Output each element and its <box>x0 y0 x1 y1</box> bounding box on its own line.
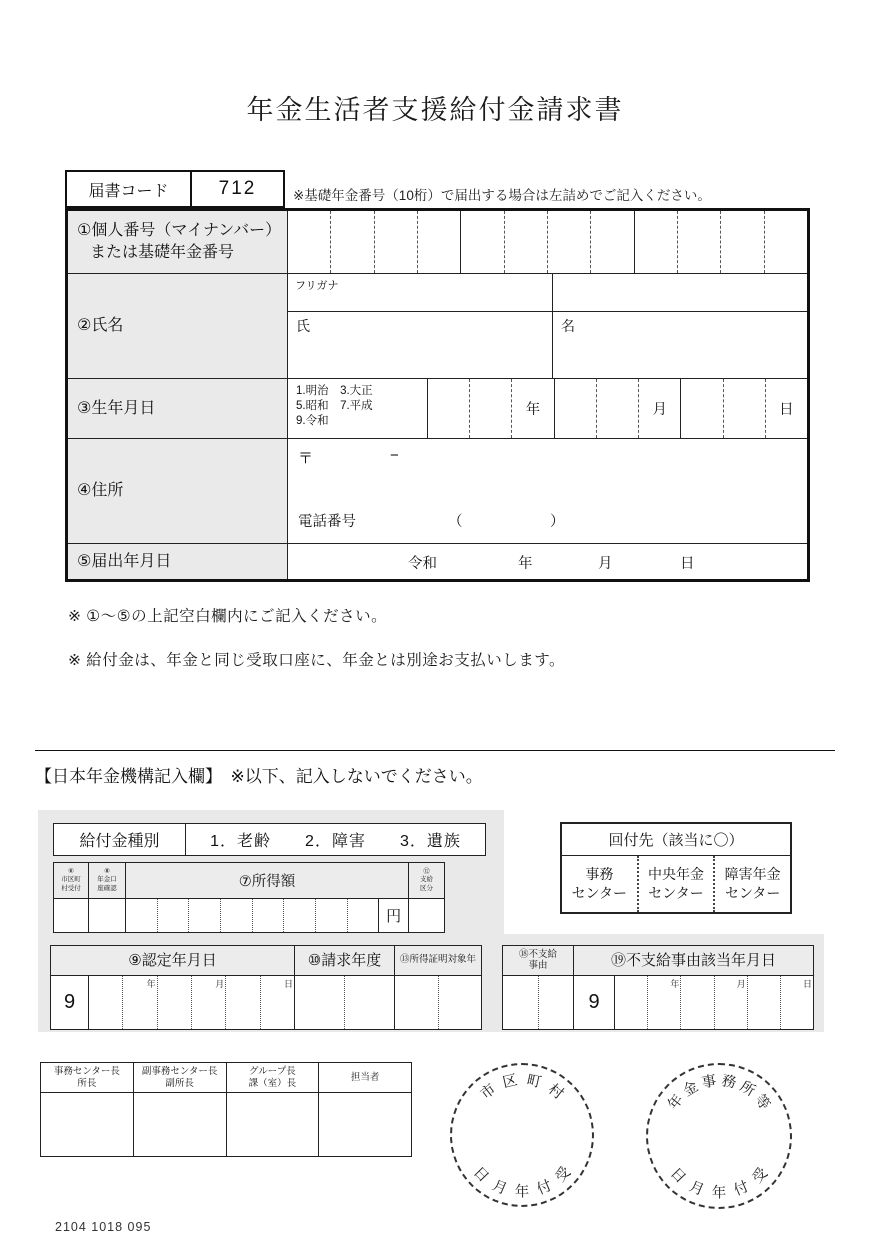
stamp-arc-char: 付 <box>731 1178 752 1200</box>
payment-category-cell <box>409 899 444 932</box>
payment-category-header: ⑫ 支給 区分 <box>420 868 433 892</box>
month-unit-label: 月 <box>638 379 680 438</box>
form-code-value: 712 <box>218 178 257 199</box>
fill-cell <box>677 211 720 273</box>
approval-cell <box>41 1093 134 1156</box>
submission-date-cell: 令和 年 月 日 <box>288 544 807 579</box>
income-digit-cells <box>126 899 378 932</box>
main-form-table <box>65 208 810 582</box>
benefit-type-options: 1．老齢 2．障害 3．遺族 <box>210 833 461 850</box>
first-name-cell: 名 <box>561 318 575 334</box>
approval-cell <box>227 1093 320 1156</box>
footer-form-code: 2104 1018 095 <box>55 1220 152 1234</box>
note-fill-in: ※ ①～⑤の上記空白欄内にご記入ください。 <box>68 608 388 625</box>
stamp-arc-char: 所 <box>736 1078 758 1100</box>
form-code-label: 届書コード <box>67 172 192 206</box>
income-amount-header: ⑦所得額 <box>126 863 409 898</box>
fill-cell <box>288 211 330 273</box>
fill-cell <box>374 211 417 273</box>
birth-date-cells <box>288 379 807 438</box>
stamp-arc-char: 年 <box>711 1185 727 1202</box>
last-name-cell: 氏 <box>288 312 553 378</box>
stamp-arc-char: 受 <box>749 1165 772 1187</box>
row-personal-number <box>68 211 807 273</box>
personal-number-cells <box>288 211 807 273</box>
nonpayment-table <box>502 945 814 1030</box>
pension-office-reception-stamp <box>646 1063 792 1209</box>
fill-cell <box>347 899 379 932</box>
approval-cell <box>134 1093 227 1156</box>
routing-office-center: 事務 センター <box>571 866 628 901</box>
stamp-arc-char: 町 <box>525 1072 543 1092</box>
stamp-arc-char: 事 <box>700 1073 718 1092</box>
fill-cell <box>590 211 633 273</box>
income-table <box>53 862 445 933</box>
income-amount-cells <box>126 899 409 932</box>
fill-cell <box>460 211 503 273</box>
stamp-arc-char: 付 <box>534 1177 555 1199</box>
certification-date-cells: 9 年 月 日 <box>51 976 295 1029</box>
pension-account-cell <box>89 899 126 932</box>
personal-number-label: ①個人番号（マイナンバー） または基礎年金番号 <box>68 211 288 273</box>
postal-mark: 〒 <box>298 450 314 467</box>
birth-year-group <box>428 379 555 438</box>
routing-table <box>560 822 792 914</box>
postal-dash: − <box>390 447 399 464</box>
fill-cell <box>504 211 547 273</box>
year-unit-label: 年 <box>511 379 553 438</box>
routing-central-pension-center: 中央年金 センター <box>637 856 714 912</box>
nonpayment-reason-cells <box>503 976 574 1029</box>
fill-cell <box>126 899 157 932</box>
digit-cell-row <box>288 211 807 273</box>
row-name <box>68 273 807 378</box>
row-submission-date <box>68 543 807 579</box>
nonpayment-date-cells: 9 年 月 日 <box>574 976 813 1029</box>
pension-account-header: ⑧ 年金口 座確認 <box>89 863 126 898</box>
stamp-arc-char: 月 <box>686 1178 707 1200</box>
fill-cell <box>634 211 677 273</box>
routing-disability-pension-center: 障害年金 センター <box>713 856 790 912</box>
municipal-reception-cell <box>54 899 89 932</box>
reiwa-label: 令和 <box>408 556 437 572</box>
routing-header: 回付先（該当に〇） <box>562 824 790 856</box>
nonpayment-reason-header: ⑱不支給 事由 <box>503 946 574 975</box>
stamp-arc-char: 等 <box>751 1091 773 1114</box>
certification-date-header: ⑨認定年月日 <box>51 946 295 975</box>
fill-cell <box>503 976 538 1029</box>
fill-cell <box>547 211 590 273</box>
stamp-arc-char: 村 <box>544 1081 567 1103</box>
stamp-arc-char: 月 <box>489 1177 510 1199</box>
day-unit-label: 日 <box>765 379 807 438</box>
name-cells <box>288 274 807 378</box>
fill-cell <box>330 211 373 273</box>
income-certificate-year-header: ⑬所得証明対象年 <box>399 954 476 966</box>
stamp-arc-char: 務 <box>720 1073 738 1092</box>
page-title: 年金生活者支援給付金請求書 <box>246 95 624 125</box>
era-legend: 1.明治 3.大正 5.昭和 7.平成 9.令和 <box>288 379 428 438</box>
fill-cell <box>720 211 763 273</box>
claim-year-header: ⑩請求年度 <box>295 946 395 975</box>
yen-unit-label: 円 <box>378 899 408 932</box>
fill-cell <box>417 211 460 273</box>
fill-cell <box>283 899 315 932</box>
fill-cell <box>538 976 574 1029</box>
fill-cell <box>220 899 252 932</box>
stamp-arc-char: 金 <box>680 1078 702 1100</box>
furigana-right-cell <box>553 274 807 311</box>
stamp-arc-char: 日 <box>469 1164 492 1186</box>
benefit-type-label: 給付金種別 <box>54 824 186 855</box>
note-payment: ※ 給付金は、年金と同じ受取口座に、年金とは別途お支払いします。 <box>68 652 566 669</box>
stamp-arc-char: 日 <box>666 1165 689 1187</box>
fixed-9-value: 9 <box>51 976 89 1029</box>
phone-paren-open: （ <box>448 514 463 530</box>
fill-cell <box>764 211 807 273</box>
office-center-chief-header: 事務センター長 所長 <box>41 1063 134 1092</box>
submission-date-label: ⑤届出年月日 <box>68 544 288 579</box>
agency-heading-text: 【日本年金機構記入欄】 <box>35 767 222 786</box>
fill-cell <box>395 976 438 1029</box>
municipal-reception-stamp <box>450 1063 594 1207</box>
row-address <box>68 438 807 543</box>
nonpayment-date-header: ⑲不支給事由該当年月日 <box>610 951 776 969</box>
fill-cell <box>188 899 220 932</box>
approval-table <box>40 1062 412 1157</box>
address-cell <box>288 439 807 543</box>
person-in-charge-header: 担当者 <box>350 1071 380 1083</box>
fill-cell <box>438 976 482 1029</box>
birth-day-group <box>681 379 807 438</box>
fill-cell <box>295 976 344 1029</box>
birth-month-group <box>555 379 682 438</box>
municipal-reception-header: ⑥ 市区町 村受付 <box>54 863 89 898</box>
stamp-arc-char: 年 <box>665 1091 687 1114</box>
address-label: ④住所 <box>68 439 288 543</box>
stamp-arc-char: 区 <box>501 1072 519 1092</box>
fill-cell <box>252 899 284 932</box>
claim-year-cells <box>295 976 395 1029</box>
group-leader-header: グループ長 課（室）長 <box>227 1063 320 1092</box>
name-label: ②氏名 <box>68 274 288 378</box>
agency-section-heading <box>35 762 483 787</box>
birth-date-label: ③生年月日 <box>68 379 288 438</box>
phone-label: 電話番号 <box>298 514 356 530</box>
stamp-arc-char: 市 <box>477 1081 500 1103</box>
section-divider <box>35 750 835 751</box>
agency-heading-note: ※以下、記入しないでください。 <box>230 767 483 786</box>
fixed-9-value: 9 <box>574 976 615 1029</box>
stamp-arc-char: 受 <box>552 1164 575 1186</box>
approval-cell <box>319 1093 411 1156</box>
stamp-arc-char: 年 <box>514 1184 530 1201</box>
deputy-office-center-chief-header: 副事務センター長 副所長 <box>134 1063 227 1092</box>
fill-cell <box>315 899 347 932</box>
fill-cell <box>157 899 189 932</box>
phone-paren-close: ） <box>550 514 565 530</box>
benefit-type-table <box>53 823 486 856</box>
furigana-label: フリガナ <box>288 274 553 311</box>
decision-table <box>50 945 482 1030</box>
basic-pension-number-note: ※基礎年金番号（10桁）で届出する場合は左詰めでご記入ください。 <box>293 188 711 203</box>
fill-cell <box>344 976 394 1029</box>
form-code-box <box>65 170 285 208</box>
row-birth-date <box>68 378 807 438</box>
income-certificate-year-cells <box>395 976 481 1029</box>
